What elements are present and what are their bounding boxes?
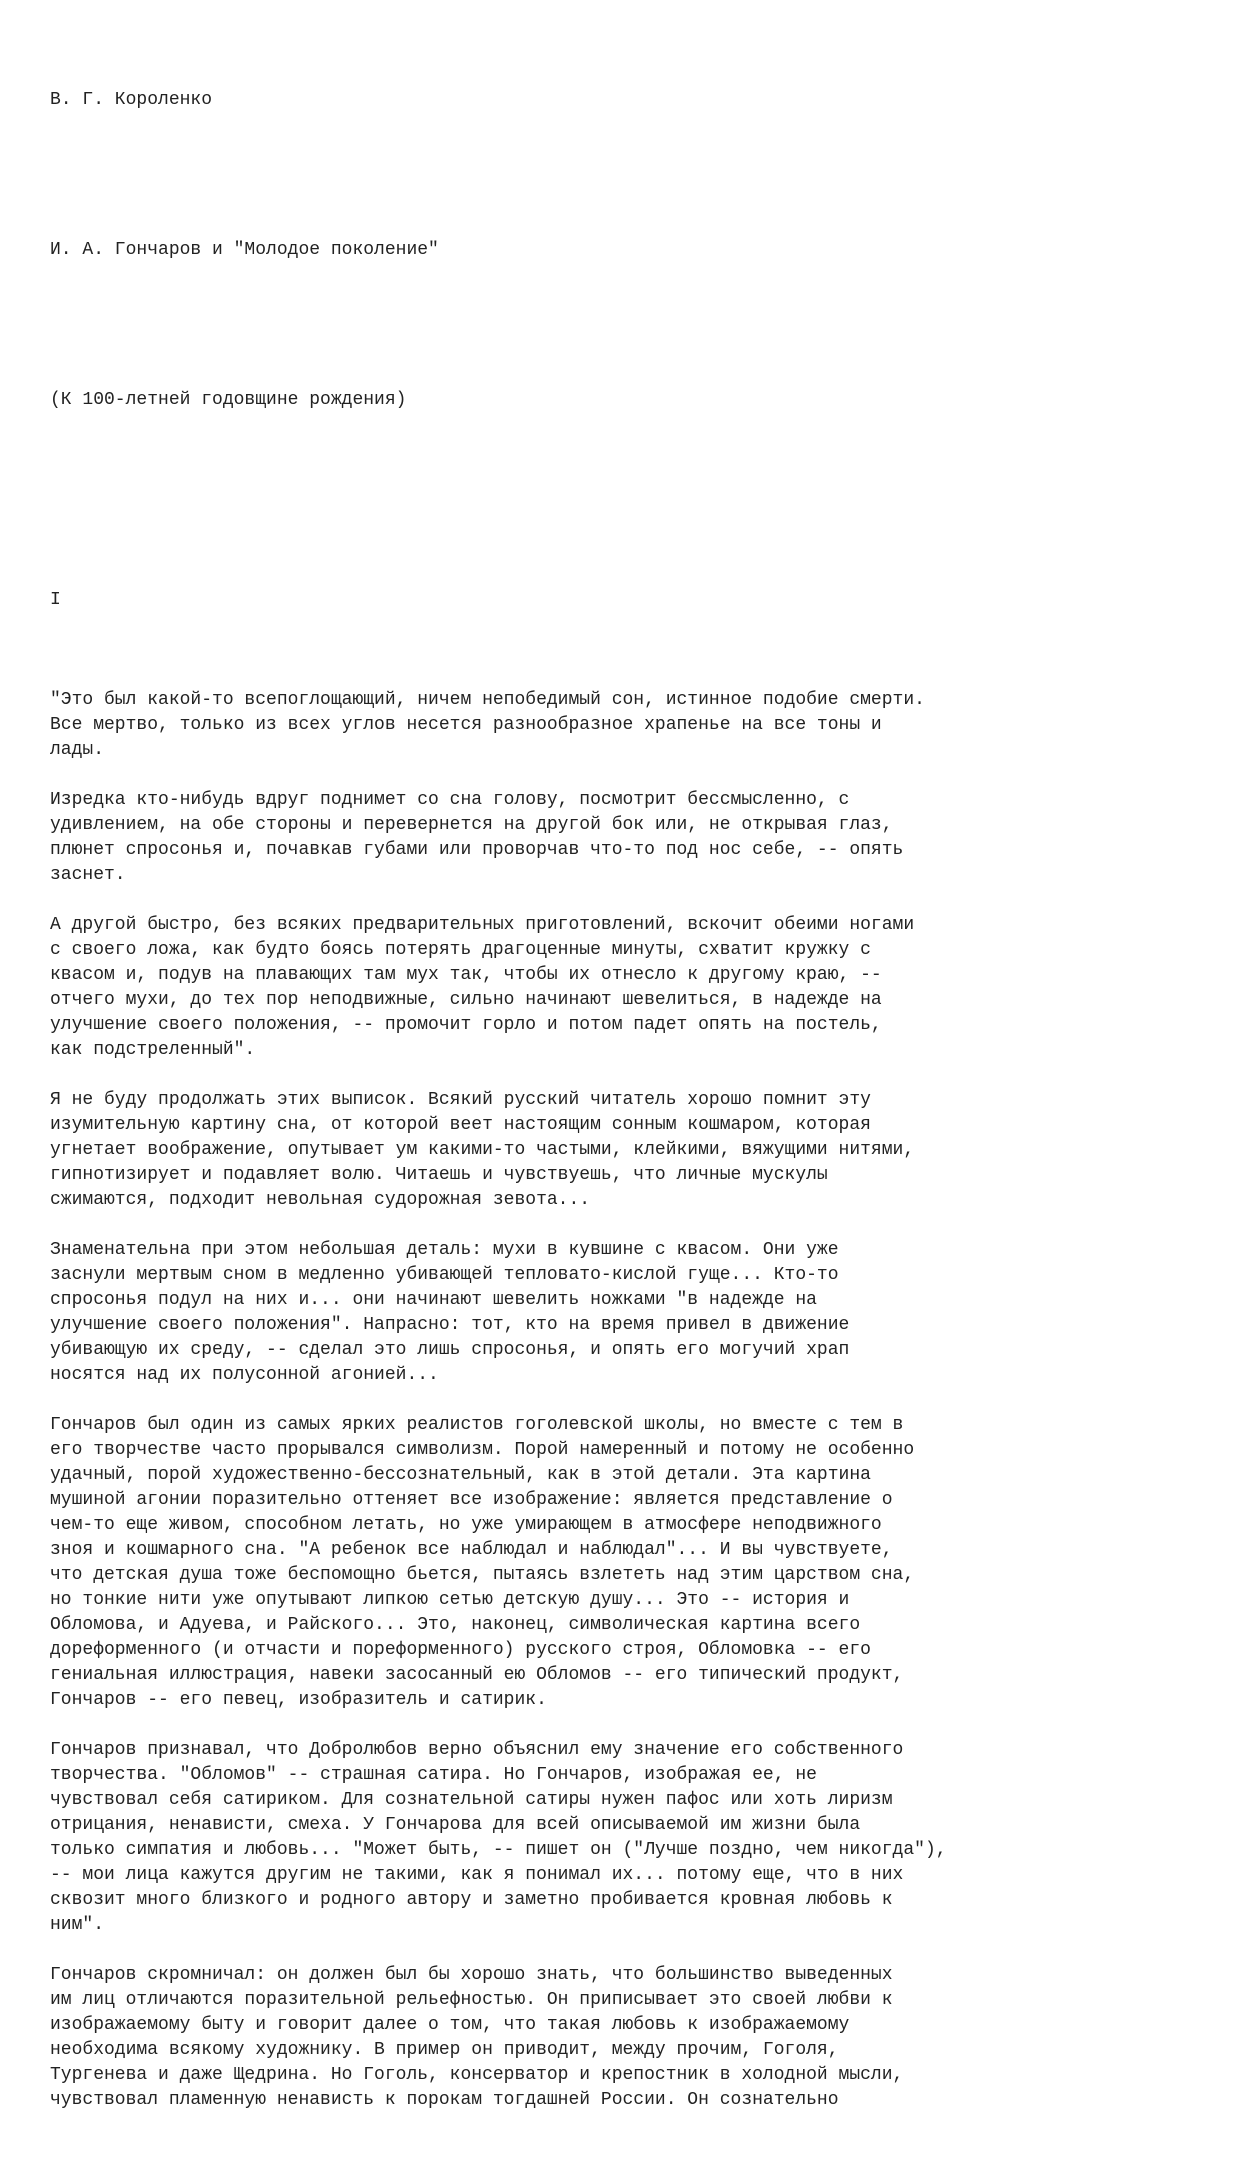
paragraph-spacer [50, 888, 1200, 913]
text-line: но тонкие нити уже опутывают липкою сетью детскую душу... Это -- история и [50, 1590, 850, 1610]
text-line: Тургенева и даже Щедрина. Но Гоголь, консерватор и крепостник в холодной мысли, [50, 2065, 904, 2085]
text-line: творчества. "Обломов" -- страшная сатира. Но Гончаров, изображая ее, не [50, 1765, 817, 1785]
text-line: удивлением, на обе стороны и перевернется на другой бок или, не открывая глаз, [50, 815, 893, 835]
text-line: заснули мертвым сном в медленно убивающей тепловато-кислой гуще... Кто-то [50, 1265, 839, 1285]
text-line: улучшение своего положения". Напрасно: тот, кто на время привел в движение [50, 1315, 850, 1335]
text-line: что детская душа тоже беспомощно бьется, пытаясь взлететь над этим царством сна, [50, 1565, 915, 1585]
text-line: чувствовал себя сатириком. Для сознательной сатиры нужен пафос или хоть лиризм [50, 1790, 893, 1810]
text-line: заснет. [50, 865, 126, 885]
text-line: как подстреленный". [50, 1040, 256, 1060]
text-line: ним". [50, 1915, 105, 1935]
text-line: только симпатия и любовь... "Может быть, -- пишет он ("Лучше поздно, чем никогда"), [50, 1840, 947, 1860]
document-subtitle: (К 100-летней годовщине рождения) [50, 390, 407, 410]
text-line: изумительную картину сна, от которой веет настоящим сонным кошмаром, которая [50, 1115, 871, 1135]
paragraph-spacer [50, 663, 1200, 688]
text-line: отрицания, ненависти, смеха. У Гончарова для всей описываемой им жизни была [50, 1815, 861, 1835]
text-line: -- мои лица кажутся другим не такими, как я понимал их... потому еще, что в них [50, 1865, 904, 1885]
text-line: Изредка кто-нибудь вдруг поднимет со сна голову, посмотрит бессмысленно, с [50, 790, 850, 810]
spacer [50, 163, 1200, 188]
text-line: улучшение своего положения, -- промочит горло и потом падет опять на постель, [50, 1015, 882, 1035]
paragraph [50, 913, 1200, 1063]
text-line: гипнотизирует и подавляет волю. Читаешь и чувствуешь, что личные мускулы [50, 1165, 828, 1185]
text-line: сквозит много близкого и родного автору и заметно пробивается кровная любовь к [50, 1890, 893, 1910]
section-numeral: I [50, 590, 61, 610]
text-line: Обломова, и Адуева, и Райского... Это, наконец, символическая картина всего [50, 1615, 861, 1635]
paragraph [50, 1413, 1200, 1713]
text-line: сжимаются, подходит невольная судорожная зевота... [50, 1190, 591, 1210]
text-line: отчего мухи, до тех пор неподвижные, сильно начинают шевелиться, в надежде на [50, 990, 882, 1010]
paragraph [50, 1738, 1200, 1938]
text-line: необходима всякому художнику. В пример он приводит, между прочим, Гоголя, [50, 2040, 839, 2060]
spacer [50, 463, 1200, 538]
text-line: Гончаров признавал, что Добролюбов верно объяснил ему значение его собственного [50, 1740, 904, 1760]
spacer [50, 313, 1200, 338]
text-line: его творчестве часто прорывался символизм. Порой намеренный и потому не особенно [50, 1440, 915, 1460]
paragraph [50, 1238, 1200, 1388]
text-line: убивающую их среду, -- сделал это лишь спросонья, и опять его могучий храп [50, 1340, 850, 1360]
paragraph-spacer [50, 1938, 1200, 1963]
text-line: квасом и, подув на плавающих там мух так, чтобы их отнесло к другому краю, -- [50, 965, 882, 985]
paragraph-spacer [50, 763, 1200, 788]
document-title: И. А. Гончаров и "Молодое поколение" [50, 240, 439, 260]
paragraph [50, 688, 1200, 763]
text-line: "Это был какой-то всепоглощающий, ничем непобедимый сон, истинное подобие смерти. [50, 690, 925, 710]
text-line: спросонья подул на них и... они начинают шевелить ножками "в надежде на [50, 1290, 817, 1310]
text-line: зноя и кошмарного сна. "А ребенок все наблюдал и наблюдал"... И вы чувствуете, [50, 1540, 893, 1560]
paragraph-list [50, 663, 1200, 2113]
text-line: мушиной агонии поразительно оттеняет все изображение: является представление о [50, 1490, 893, 1510]
text-line: Гончаров скромничал: он должен был бы хорошо знать, что большинство выведенных [50, 1965, 893, 1985]
text-line: угнетает воображение, опутывает ум какими-то частыми, клейкими, вяжущими нитями, [50, 1140, 915, 1160]
text-line: лады. [50, 740, 105, 760]
paragraph [50, 788, 1200, 888]
paragraph [50, 1088, 1200, 1213]
text-line: изображаемому быту и говорит далее о том, что такая любовь к изображаемому [50, 2015, 850, 2035]
text-line: Все мертво, только из всех углов несется разнообразное храпенье на все тоны и [50, 715, 882, 735]
text-line: дореформенного (и отчасти и пореформенного) русского строя, Обломовка -- его [50, 1640, 871, 1660]
text-line: гениальная иллюстрация, навеки засосанный ею Обломов -- его типический продукт, [50, 1665, 904, 1685]
text-line: Я не буду продолжать этих выписок. Всякий русский читатель хорошо помнит эту [50, 1090, 871, 1110]
text-line: плюнет спросонья и, почавкав губами или проворчав что-то под нос себе, -- опять [50, 840, 904, 860]
text-line: Гончаров -- его певец, изобразитель и сатирик. [50, 1690, 547, 1710]
paragraph-spacer [50, 1063, 1200, 1088]
paragraph-spacer [50, 1388, 1200, 1413]
paragraph-spacer [50, 1713, 1200, 1738]
text-line: Знаменательна при этом небольшая деталь: мухи в кувшине с квасом. Они уже [50, 1240, 839, 1260]
text-line: с своего ложа, как будто боясь потерять драгоценные минуты, схватит кружку с [50, 940, 871, 960]
text-line: Гончаров был один из самых ярких реалистов гоголевской школы, но вместе с тем в [50, 1415, 904, 1435]
text-line: А другой быстро, без всяких предварительных приготовлений, вскочит обеими ногами [50, 915, 915, 935]
paragraph [50, 1963, 1200, 2113]
text-line: удачный, порой художественно-бессознательный, как в этой детали. Эта картина [50, 1465, 871, 1485]
paragraph-spacer [50, 1213, 1200, 1238]
text-line: им лиц отличаются поразительной рельефностью. Он приписывает это своей любви к [50, 1990, 893, 2010]
text-line: чувствовал пламенную ненависть к порокам тогдашней России. Он сознательно [50, 2090, 839, 2110]
text-line: чем-то еще живом, способном летать, но уже умирающем в атмосфере неподвижного [50, 1515, 882, 1535]
document-text [50, 38, 1200, 2163]
author-line: В. Г. Короленко [50, 90, 213, 110]
text-line: носятся над их полусонной агонией... [50, 1365, 439, 1385]
